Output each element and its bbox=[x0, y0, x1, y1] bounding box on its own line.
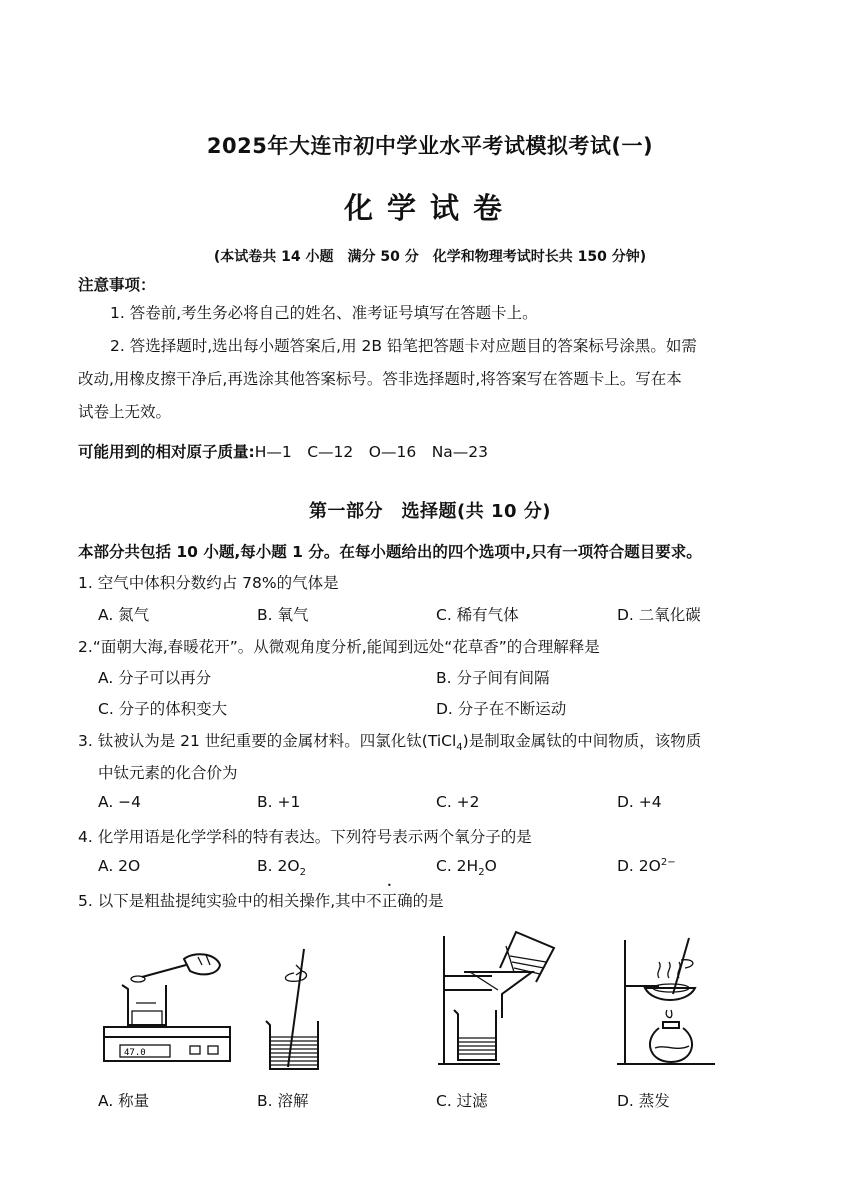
q4-option-b bbox=[257, 857, 306, 878]
q3-stem-line-1 bbox=[78, 729, 701, 753]
q2-option-c: C. 分子的体积变大 bbox=[98, 700, 228, 718]
q3-stem-subscript: 4 bbox=[456, 742, 463, 754]
q3-option-a: A. −4 bbox=[98, 793, 142, 811]
q4-option-d-sup: 2− bbox=[660, 857, 676, 868]
q3-option-b: B. +1 bbox=[257, 793, 301, 811]
atomic-mass-label: 可能用到的相对原子质量: bbox=[78, 443, 255, 461]
atomic-mass-line bbox=[78, 440, 488, 462]
notice-item-2-line-2: 改动,用橡皮擦干净后,再选涂其他答案标号。答非选择题时,将答案写在答题卡上。写在本 bbox=[78, 370, 682, 388]
q3-stem-part1: 3. 钛被认为是 21 世纪重要的金属材料。四氯化钛(TiCl bbox=[78, 732, 457, 750]
q5-stem-part2: 的是 bbox=[412, 892, 444, 910]
part1-title: 第一部分 选择题(共 10 分) bbox=[308, 501, 552, 522]
figure-evaporating bbox=[615, 930, 735, 1075]
q1-option-d: D. 二氧化碳 bbox=[617, 606, 701, 624]
q4-option-b-main: B. 2O bbox=[257, 857, 300, 875]
q2-option-d: D. 分子在不断运动 bbox=[436, 700, 567, 718]
figure-filtering bbox=[436, 928, 566, 1078]
q4-option-c-main: C. 2H bbox=[436, 857, 479, 875]
exam-meta: (本试卷共 14 小题 满分 50 分 化学和物理考试时长共 150 分钟) bbox=[213, 249, 647, 265]
scale-display-reading: 47.0 bbox=[124, 1048, 146, 1058]
atomic-mass-values: H—1 C—12 O—16 Na—23 bbox=[254, 443, 489, 461]
q5-option-a: A. 称量 bbox=[98, 1092, 150, 1110]
q3-stem-line-2: 中钛元素的化合价为 bbox=[98, 764, 238, 782]
exam-title: 2025年大连市初中学业水平考试模拟考试(一) bbox=[206, 134, 654, 158]
q1-option-b: B. 氧气 bbox=[257, 606, 309, 624]
q5-stem-emphasis: 不正确 bbox=[366, 892, 413, 910]
q4-option-d-main: D. 2O bbox=[617, 857, 661, 876]
q1-option-c: C. 稀有气体 bbox=[436, 606, 519, 624]
q2-stem: 2.“面朝大海,春暖花开”。从微观角度分析,能闻到远处“花草香”的合理解释是 bbox=[78, 638, 600, 656]
q5-option-c: C. 过滤 bbox=[436, 1092, 488, 1110]
notice-item-1: 1. 答卷前,考生务必将自己的姓名、准考证号填写在答题卡上。 bbox=[110, 304, 538, 322]
notice-item-2-line-3: 试卷上无效。 bbox=[78, 403, 172, 421]
q3-option-d: D. +4 bbox=[617, 793, 662, 811]
figure-weighing bbox=[98, 945, 238, 1075]
q1-option-a: A. 氮气 bbox=[98, 606, 150, 624]
subject-title: 化学试卷 bbox=[343, 191, 516, 225]
q4-option-c-tail: O bbox=[484, 857, 497, 875]
part1-intro: 本部分共包括 10 小题,每小题 1 分。在每小题给出的四个选项中,只有一项符合题目要求。 bbox=[78, 543, 702, 561]
q5-stem bbox=[78, 889, 444, 911]
q4-option-b-sub: 2 bbox=[299, 867, 306, 879]
q4-option-c bbox=[436, 857, 497, 878]
q5-option-d: D. 蒸发 bbox=[617, 1092, 670, 1110]
figure-dissolving bbox=[262, 945, 332, 1075]
notice-heading: 注意事项： bbox=[78, 276, 156, 294]
q4-option-c-sub: 2 bbox=[478, 867, 485, 879]
notice-item-2-line-1: 2. 答选择题时,选出每小题答案后,用 2B 铅笔把答题卡对应题目的答案标号涂黑。如需 bbox=[110, 337, 697, 355]
q4-option-d bbox=[617, 857, 676, 875]
q1-stem: 1. 空气中体积分数约占 78%的气体是 bbox=[78, 574, 339, 592]
q3-stem-part2: )是制取金属钛的中间物质，该物质 bbox=[462, 732, 702, 750]
q4-stem: 4. 化学用语是化学学科的特有表达。下列符号表示两个氧分子的是 bbox=[78, 828, 532, 846]
q4-option-a: A. 2O bbox=[98, 857, 141, 875]
q2-option-b: B. 分子间有间隔 bbox=[436, 669, 550, 687]
q3-option-c: C. +2 bbox=[436, 793, 480, 811]
q5-option-b: B. 溶解 bbox=[257, 1092, 309, 1110]
q2-option-a: A. 分子可以再分 bbox=[98, 669, 212, 687]
q5-stem-part1: 5. 以下是粗盐提纯实验中的相关操作,其中 bbox=[78, 892, 367, 910]
